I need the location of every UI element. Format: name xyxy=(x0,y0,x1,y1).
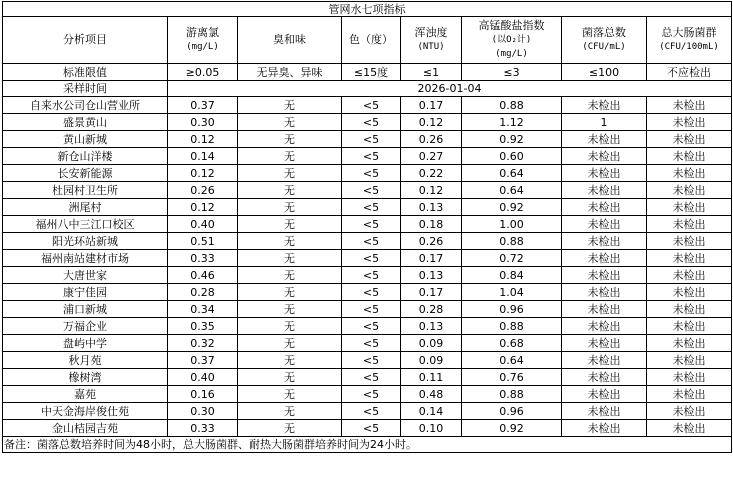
table-cell: <5 xyxy=(342,386,401,403)
table-cell: 未检出 xyxy=(647,233,732,250)
table-cell: 无 xyxy=(238,386,342,403)
table-cell: 无 xyxy=(238,250,342,267)
column-header xyxy=(342,17,401,64)
table-cell: 0.17 xyxy=(401,250,462,267)
column-header-label: 色（度） xyxy=(349,33,393,46)
table-cell: 0.37 xyxy=(168,352,238,369)
table-cell: 未检出 xyxy=(562,335,647,352)
limit-value: ≤15度 xyxy=(342,64,401,81)
table-cell: 无 xyxy=(238,352,342,369)
site-name: 金山桔园吉苑 xyxy=(3,420,168,437)
table-cell: 0.27 xyxy=(401,148,462,165)
table-cell: 无 xyxy=(238,267,342,284)
table-cell: <5 xyxy=(342,97,401,114)
table-row xyxy=(3,216,732,233)
table-cell: 未检出 xyxy=(647,284,732,301)
table-row xyxy=(3,233,732,250)
site-name: 康宁佳园 xyxy=(3,284,168,301)
table-row xyxy=(3,182,732,199)
column-header-unit: (mg/L) xyxy=(186,42,219,52)
table-cell: <5 xyxy=(342,165,401,182)
table-cell: 0.92 xyxy=(462,199,562,216)
table-cell: 0.30 xyxy=(168,114,238,131)
table-cell: 未检出 xyxy=(647,403,732,420)
limit-value: ≤3 xyxy=(462,64,562,81)
table-cell: 0.46 xyxy=(168,267,238,284)
table-cell: <5 xyxy=(342,250,401,267)
column-header xyxy=(168,17,238,64)
table-row xyxy=(3,403,732,420)
table-cell: 0.34 xyxy=(168,301,238,318)
table-cell: 0.12 xyxy=(168,131,238,148)
table-row xyxy=(3,148,732,165)
table-cell: 0.72 xyxy=(462,250,562,267)
table-cell: 0.88 xyxy=(462,97,562,114)
table-cell: <5 xyxy=(342,420,401,437)
table-cell: 0.18 xyxy=(401,216,462,233)
table-cell: 0.17 xyxy=(401,97,462,114)
table-cell: 未检出 xyxy=(562,216,647,233)
table-cell: 0.16 xyxy=(168,386,238,403)
limits-label: 标准限值 xyxy=(3,64,168,81)
table-cell: 0.88 xyxy=(462,318,562,335)
table-cell: 未检出 xyxy=(647,250,732,267)
table-cell: 0.33 xyxy=(168,250,238,267)
limit-value: 无异臭、异味 xyxy=(238,64,342,81)
table-cell: 未检出 xyxy=(647,114,732,131)
table-cell: 0.48 xyxy=(401,386,462,403)
site-name: 新仓山洋楼 xyxy=(3,148,168,165)
column-header-unit: (NTU) xyxy=(417,42,445,52)
table-cell: 0.26 xyxy=(401,233,462,250)
table-cell: 1 xyxy=(562,114,647,131)
note-row xyxy=(3,437,732,453)
column-header xyxy=(238,17,342,64)
table-cell: 无 xyxy=(238,165,342,182)
table-row xyxy=(3,250,732,267)
table-cell: 1.00 xyxy=(462,216,562,233)
water-quality-table xyxy=(2,1,732,453)
report-container xyxy=(2,1,732,453)
site-name: 长安新能源 xyxy=(3,165,168,182)
table-cell: 0.64 xyxy=(462,165,562,182)
limit-value: ≤100 xyxy=(562,64,647,81)
table-cell: <5 xyxy=(342,131,401,148)
sampling-row xyxy=(3,81,732,97)
table-cell: 0.33 xyxy=(168,420,238,437)
table-cell: <5 xyxy=(342,352,401,369)
table-cell: 0.14 xyxy=(401,403,462,420)
site-name: 杜园村卫生所 xyxy=(3,182,168,199)
table-cell: 0.30 xyxy=(168,403,238,420)
table-cell: <5 xyxy=(342,233,401,250)
table-cell: 未检出 xyxy=(647,148,732,165)
column-header-label: 臭和味 xyxy=(273,33,306,46)
table-cell: 未检出 xyxy=(647,318,732,335)
limits-row xyxy=(3,64,732,81)
header-row xyxy=(3,17,732,64)
column-header-label: 分析项目 xyxy=(63,33,107,46)
site-name: 自来水公司仓山营业所 xyxy=(3,97,168,114)
table-cell: 无 xyxy=(238,233,342,250)
table-cell: 0.64 xyxy=(462,182,562,199)
table-cell: <5 xyxy=(342,182,401,199)
table-cell: 无 xyxy=(238,148,342,165)
column-header-unit: (CFU/mL) xyxy=(582,42,626,52)
table-cell: 0.26 xyxy=(168,182,238,199)
table-cell: 无 xyxy=(238,335,342,352)
table-cell: 0.51 xyxy=(168,233,238,250)
table-cell: 0.13 xyxy=(401,318,462,335)
table-cell: 0.35 xyxy=(168,318,238,335)
title-row xyxy=(3,2,732,17)
table-cell: 未检出 xyxy=(562,165,647,182)
table-cell: 0.68 xyxy=(462,335,562,352)
table-cell: 未检出 xyxy=(562,386,647,403)
limit-value: 不应检出 xyxy=(647,64,732,81)
table-row xyxy=(3,352,732,369)
table-cell: 0.17 xyxy=(401,284,462,301)
table-cell: <5 xyxy=(342,335,401,352)
sampling-date: 2026-01-04 xyxy=(168,81,732,97)
table-cell: 0.09 xyxy=(401,335,462,352)
table-cell: 未检出 xyxy=(562,301,647,318)
table-cell: 0.96 xyxy=(462,301,562,318)
table-cell: 0.60 xyxy=(462,148,562,165)
table-title: 管网水七项指标 xyxy=(3,2,732,17)
table-cell: 未检出 xyxy=(647,199,732,216)
table-cell: 0.32 xyxy=(168,335,238,352)
column-header xyxy=(462,17,562,64)
table-cell: 0.26 xyxy=(401,131,462,148)
table-cell: 未检出 xyxy=(562,182,647,199)
table-cell: <5 xyxy=(342,369,401,386)
table-cell: 未检出 xyxy=(647,216,732,233)
table-cell: <5 xyxy=(342,114,401,131)
site-name: 福州南站建材市场 xyxy=(3,250,168,267)
table-row xyxy=(3,369,732,386)
table-row xyxy=(3,284,732,301)
table-cell: 0.88 xyxy=(462,386,562,403)
table-cell: <5 xyxy=(342,148,401,165)
table-cell: 0.28 xyxy=(401,301,462,318)
table-row xyxy=(3,131,732,148)
table-cell: 无 xyxy=(238,403,342,420)
limit-value: ≤1 xyxy=(401,64,462,81)
column-header-unit: (以O₂计) xyxy=(491,35,532,45)
table-cell: 0.13 xyxy=(401,267,462,284)
site-name: 黄山新城 xyxy=(3,131,168,148)
column-header-label: 浑浊度 xyxy=(414,26,448,39)
table-cell: 0.37 xyxy=(168,97,238,114)
table-row xyxy=(3,301,732,318)
table-cell: 未检出 xyxy=(647,131,732,148)
table-cell: 无 xyxy=(238,301,342,318)
table-cell: 0.84 xyxy=(462,267,562,284)
column-header-label: 总大肠菌群 xyxy=(661,26,717,39)
table-row xyxy=(3,97,732,114)
table-cell: 未检出 xyxy=(562,233,647,250)
table-cell: 0.88 xyxy=(462,233,562,250)
table-cell: <5 xyxy=(342,284,401,301)
table-cell: 0.92 xyxy=(462,131,562,148)
table-cell: 0.14 xyxy=(168,148,238,165)
table-cell: 0.40 xyxy=(168,369,238,386)
table-cell: 0.11 xyxy=(401,369,462,386)
table-cell: 未检出 xyxy=(562,403,647,420)
table-cell: 未检出 xyxy=(562,318,647,335)
footnote: 备注：菌落总数培养时间为48小时，总大肠菌群、耐热大肠菌群培养时间为24小时。 xyxy=(3,437,732,453)
column-header-unit: (mg/L) xyxy=(495,49,528,59)
table-cell: 未检出 xyxy=(562,267,647,284)
column-header-label: 菌落总数 xyxy=(582,26,626,39)
table-cell: 未检出 xyxy=(647,386,732,403)
table-cell: 0.64 xyxy=(462,352,562,369)
column-header xyxy=(562,17,647,64)
table-cell: 1.12 xyxy=(462,114,562,131)
table-cell: 0.92 xyxy=(462,420,562,437)
table-cell: 无 xyxy=(238,420,342,437)
table-cell: 0.96 xyxy=(462,403,562,420)
table-cell: 0.76 xyxy=(462,369,562,386)
table-cell: 0.12 xyxy=(168,199,238,216)
table-cell: 0.28 xyxy=(168,284,238,301)
table-cell: 未检出 xyxy=(647,420,732,437)
table-cell: 无 xyxy=(238,216,342,233)
table-cell: <5 xyxy=(342,403,401,420)
table-row xyxy=(3,199,732,216)
table-row xyxy=(3,267,732,284)
limit-value: ≥0.05 xyxy=(168,64,238,81)
table-cell: 未检出 xyxy=(647,352,732,369)
table-cell: 0.12 xyxy=(401,114,462,131)
table-row xyxy=(3,318,732,335)
table-cell: 未检出 xyxy=(647,301,732,318)
table-cell: 未检出 xyxy=(562,97,647,114)
table-cell: 0.12 xyxy=(168,165,238,182)
table-cell: <5 xyxy=(342,301,401,318)
sampling-label: 采样时间 xyxy=(3,81,168,97)
table-cell: <5 xyxy=(342,216,401,233)
site-name: 福州八中三江口校区 xyxy=(3,216,168,233)
column-header xyxy=(3,17,168,64)
column-header xyxy=(401,17,462,64)
table-row xyxy=(3,420,732,437)
site-name: 盘屿中学 xyxy=(3,335,168,352)
table-cell: 未检出 xyxy=(562,420,647,437)
table-cell: 0.09 xyxy=(401,352,462,369)
table-cell: 未检出 xyxy=(647,97,732,114)
table-cell: 未检出 xyxy=(562,352,647,369)
site-name: 橡树湾 xyxy=(3,369,168,386)
site-name: 万福企业 xyxy=(3,318,168,335)
table-row xyxy=(3,386,732,403)
table-cell: 未检出 xyxy=(562,250,647,267)
table-cell: 未检出 xyxy=(562,369,647,386)
table-cell: 未检出 xyxy=(647,267,732,284)
table-cell: 未检出 xyxy=(562,284,647,301)
site-name: 阳光环站新城 xyxy=(3,233,168,250)
table-row xyxy=(3,335,732,352)
table-cell: 无 xyxy=(238,318,342,335)
site-name: 盛景黄山 xyxy=(3,114,168,131)
table-cell: 0.22 xyxy=(401,165,462,182)
table-cell: 无 xyxy=(238,199,342,216)
table-cell: 无 xyxy=(238,284,342,301)
table-cell: 0.10 xyxy=(401,420,462,437)
table-cell: 未检出 xyxy=(647,335,732,352)
table-cell: 无 xyxy=(238,114,342,131)
column-header-unit: (CFU/100mL) xyxy=(659,42,719,52)
table-cell: <5 xyxy=(342,318,401,335)
site-name: 嘉苑 xyxy=(3,386,168,403)
table-cell: 未检出 xyxy=(647,369,732,386)
table-cell: 0.12 xyxy=(401,182,462,199)
table-cell: 0.13 xyxy=(401,199,462,216)
table-cell: 无 xyxy=(238,97,342,114)
table-row xyxy=(3,114,732,131)
column-header-label: 游离氯 xyxy=(186,26,219,39)
table-row xyxy=(3,165,732,182)
table-cell: <5 xyxy=(342,199,401,216)
table-cell: 未检出 xyxy=(562,131,647,148)
table-cell: 无 xyxy=(238,182,342,199)
site-name: 秋月苑 xyxy=(3,352,168,369)
table-cell: 无 xyxy=(238,131,342,148)
table-cell: 1.04 xyxy=(462,284,562,301)
table-cell: 未检出 xyxy=(647,182,732,199)
site-name: 洲尾村 xyxy=(3,199,168,216)
site-name: 浦口新城 xyxy=(3,301,168,318)
table-cell: 未检出 xyxy=(562,199,647,216)
table-cell: 未检出 xyxy=(647,165,732,182)
column-header xyxy=(647,17,732,64)
table-cell: 未检出 xyxy=(562,148,647,165)
site-name: 中天金海岸俊仕苑 xyxy=(3,403,168,420)
column-header-label: 高锰酸盐指数 xyxy=(478,19,545,32)
table-cell: 0.40 xyxy=(168,216,238,233)
table-cell: <5 xyxy=(342,267,401,284)
site-name: 大唐世家 xyxy=(3,267,168,284)
table-cell: 无 xyxy=(238,369,342,386)
